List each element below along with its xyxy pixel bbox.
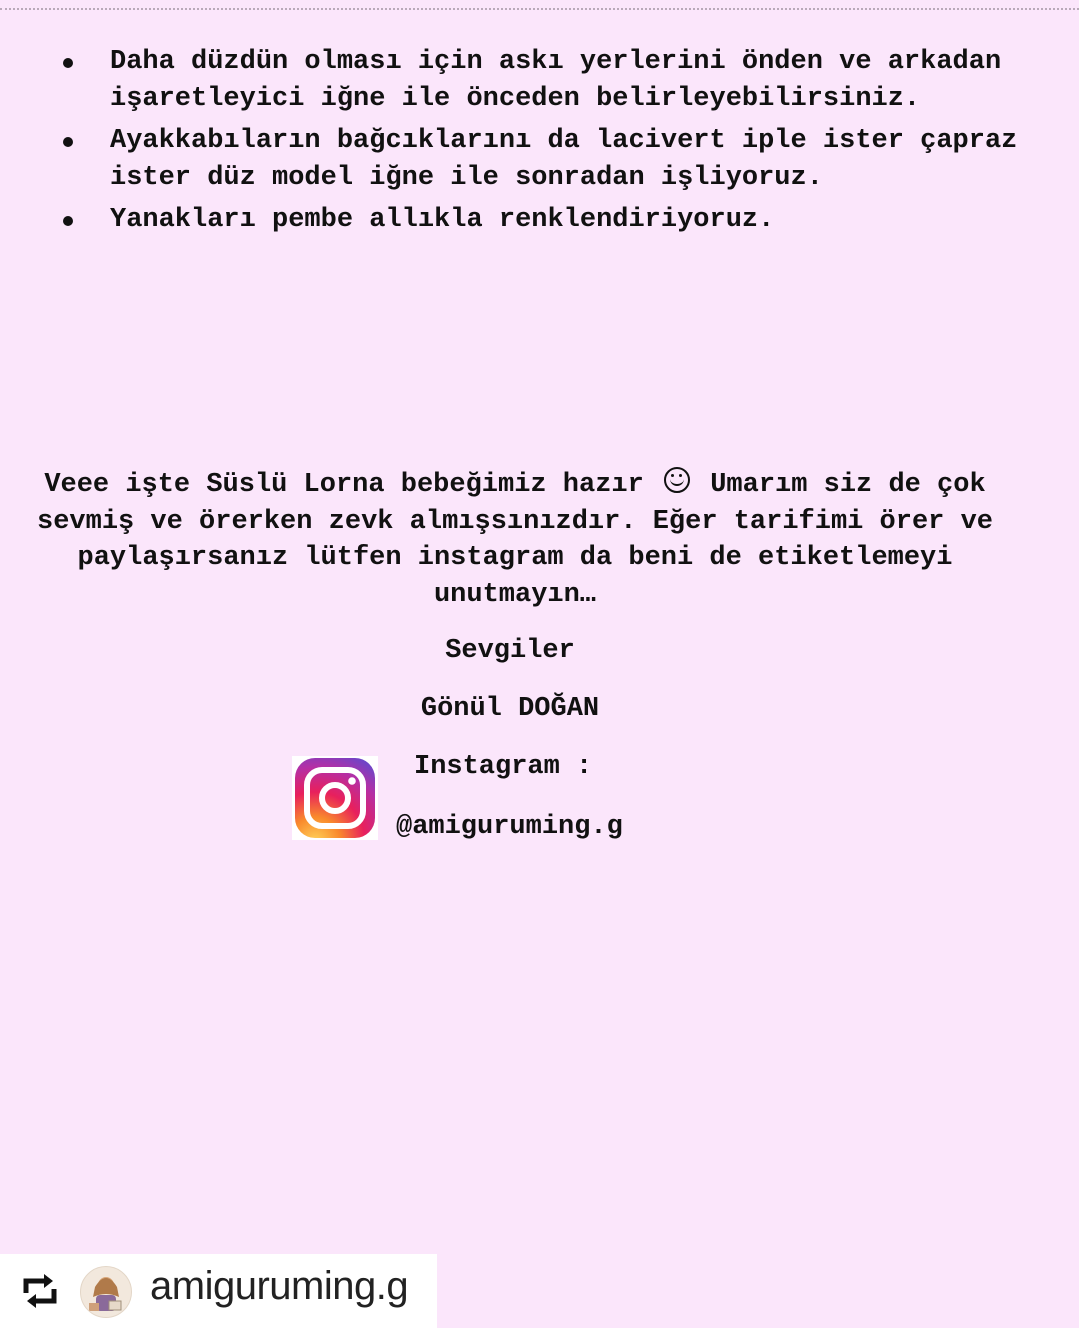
list-item [60, 44, 1020, 117]
repost-icon[interactable] [20, 1271, 60, 1316]
bullet-icon [63, 58, 73, 68]
instagram-label: Instagram : [414, 752, 593, 782]
closing-message [10, 467, 1020, 613]
bullet-icon [63, 216, 73, 226]
signature-greeting: Sevgiler [445, 636, 575, 666]
bullet-icon [63, 137, 73, 147]
instruction-list [60, 44, 1020, 245]
instagram-handle[interactable]: @amiguruming.g [396, 812, 623, 842]
avatar[interactable] [80, 1266, 132, 1318]
top-divider [0, 8, 1079, 10]
signature-name: Gönül DOĞAN [420, 694, 600, 724]
repost-bar [0, 1254, 437, 1328]
instagram-logo-icon [292, 756, 378, 840]
instruction-text: Yanakları pembe allıkla renklendiriyoruz. [110, 205, 775, 235]
list-item [60, 202, 1020, 239]
instruction-text: Ayakkabıların bağcıklarını da lacivert iple ister çapraz ister düz model iğne ile sonradan işliyoruz. [110, 126, 1018, 193]
closing-text-1: Veee işte Süslü Lorna bebeğimiz hazır [44, 470, 644, 500]
repost-username[interactable]: amiguruming.g [150, 1264, 409, 1308]
instruction-text: Daha düzdün olması için askı yerlerini önden ve arkadan işaretleyici iğne ile önceden belirleyebilirsiniz. [110, 47, 1002, 114]
closing-text-2: Umarım siz de çok sevmiş ve örerken zevk almışsınızdır. Eğer tarifimi örer ve paylaşırsanız lütfen instagram da beni de etiketlemeyi unutmayın… [37, 470, 993, 610]
list-item [60, 123, 1020, 196]
smiley-face-icon [664, 467, 690, 493]
